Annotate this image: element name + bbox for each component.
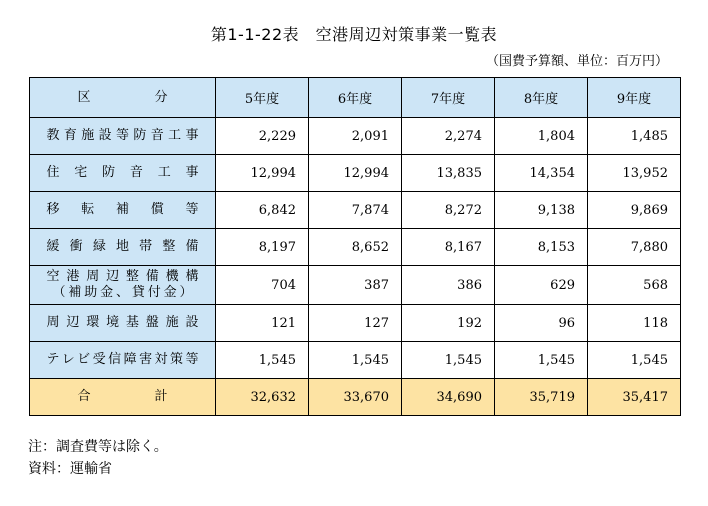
table-row bbox=[30, 118, 681, 155]
row-label: 住宅防音工事 bbox=[30, 155, 216, 192]
table-cell: 1,545 bbox=[216, 342, 309, 379]
table-row bbox=[30, 266, 681, 305]
table-cell: 1,545 bbox=[309, 342, 402, 379]
table-row bbox=[30, 305, 681, 342]
table-cell: 1,545 bbox=[402, 342, 495, 379]
table-cell: 8,167 bbox=[402, 229, 495, 266]
table-cell: 2,274 bbox=[402, 118, 495, 155]
total-cell: 32,632 bbox=[216, 379, 309, 416]
row-label: 移転補償等 bbox=[30, 192, 216, 229]
table-cell: 7,874 bbox=[309, 192, 402, 229]
table-title: 第1-1-22表 空港周辺対策事業一覧表 bbox=[210, 25, 498, 44]
total-cell: 35,417 bbox=[588, 379, 681, 416]
table-cell: 8,652 bbox=[309, 229, 402, 266]
table-cell: 704 bbox=[216, 266, 309, 305]
header-year: 9年度 bbox=[588, 78, 681, 118]
table-cell: 2,091 bbox=[309, 118, 402, 155]
row-label: テレビ受信障害対策等 bbox=[30, 342, 216, 379]
total-label: 合 計 bbox=[30, 379, 216, 416]
table-cell: 8,197 bbox=[216, 229, 309, 266]
table-cell: 14,354 bbox=[495, 155, 588, 192]
table-cell: 1,485 bbox=[588, 118, 681, 155]
table-cell: 1,545 bbox=[495, 342, 588, 379]
total-row bbox=[30, 379, 681, 416]
header-year: 5年度 bbox=[216, 78, 309, 118]
header-year: 8年度 bbox=[495, 78, 588, 118]
table-cell: 629 bbox=[495, 266, 588, 305]
table-cell: 8,272 bbox=[402, 192, 495, 229]
table-row bbox=[30, 155, 681, 192]
table-cell: 2,229 bbox=[216, 118, 309, 155]
table-row bbox=[30, 342, 681, 379]
table-row bbox=[30, 192, 681, 229]
table-cell: 387 bbox=[309, 266, 402, 305]
table-cell: 192 bbox=[402, 305, 495, 342]
row-label: 空港周辺整備機構 （補助金、貸付金） bbox=[30, 266, 216, 305]
table-cell: 121 bbox=[216, 305, 309, 342]
header-row bbox=[30, 78, 681, 118]
total-cell: 34,690 bbox=[402, 379, 495, 416]
note-source: 資料：運輸省 bbox=[28, 461, 112, 477]
table-cell: 96 bbox=[495, 305, 588, 342]
header-year: 7年度 bbox=[402, 78, 495, 118]
table-cell: 1,545 bbox=[588, 342, 681, 379]
total-cell: 35,719 bbox=[495, 379, 588, 416]
row-label: 教育施設等防音工事 bbox=[30, 118, 216, 155]
table-cell: 13,952 bbox=[588, 155, 681, 192]
unit-note: （国費予算額、単位：百万円） bbox=[485, 54, 668, 69]
table-cell: 127 bbox=[309, 305, 402, 342]
table-cell: 386 bbox=[402, 266, 495, 305]
note-exclusion: 注：調査費等は除く。 bbox=[28, 439, 168, 455]
table-cell: 6,842 bbox=[216, 192, 309, 229]
header-year: 6年度 bbox=[309, 78, 402, 118]
table-cell: 118 bbox=[588, 305, 681, 342]
table-row bbox=[30, 229, 681, 266]
row-label: 周辺環境基盤施設 bbox=[30, 305, 216, 342]
table-cell: 9,869 bbox=[588, 192, 681, 229]
table-cell: 12,994 bbox=[216, 155, 309, 192]
row-label: 緩衝緑地帯整備 bbox=[30, 229, 216, 266]
table-cell: 568 bbox=[588, 266, 681, 305]
table-cell: 1,804 bbox=[495, 118, 588, 155]
table-cell: 7,880 bbox=[588, 229, 681, 266]
table-cell: 12,994 bbox=[309, 155, 402, 192]
table-cell: 8,153 bbox=[495, 229, 588, 266]
header-category: 区 分 bbox=[30, 78, 216, 118]
table-cell: 13,835 bbox=[402, 155, 495, 192]
budget-table bbox=[29, 77, 681, 416]
total-cell: 33,670 bbox=[309, 379, 402, 416]
table-cell: 9,138 bbox=[495, 192, 588, 229]
